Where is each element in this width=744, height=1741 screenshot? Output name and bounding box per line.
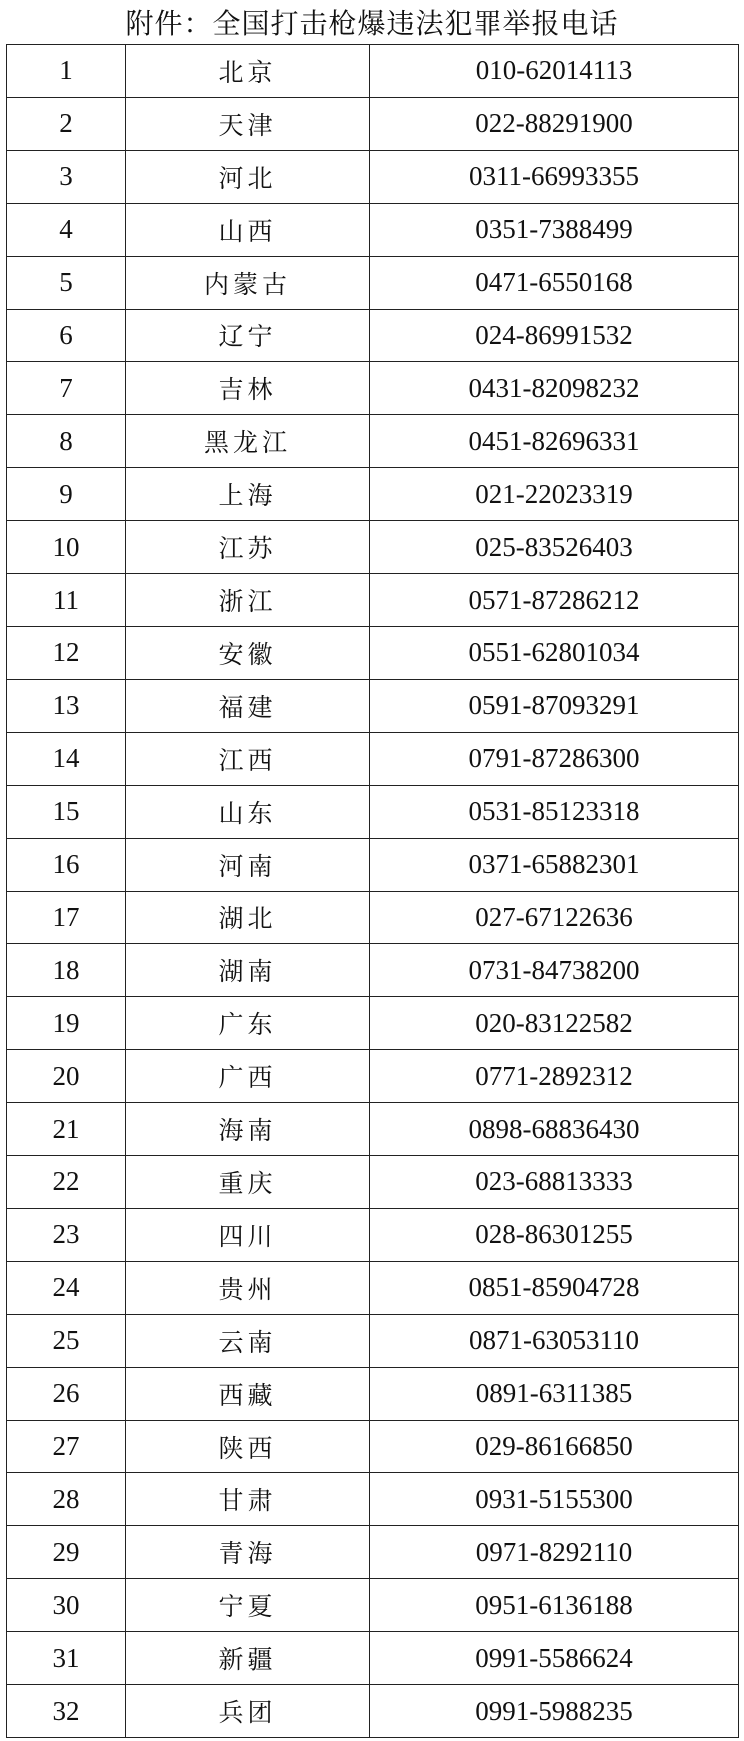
table-row: [7, 626, 739, 679]
table-row: [7, 891, 739, 944]
table-row: [7, 944, 739, 997]
row-number: 14: [7, 732, 126, 785]
row-number: 21: [7, 1103, 126, 1156]
region-name: 北京: [126, 45, 370, 98]
table-row: [7, 1208, 739, 1261]
row-number: 32: [7, 1685, 126, 1738]
phone-number: 0531-85123318: [370, 785, 739, 838]
phone-number: 020-83122582: [370, 997, 739, 1050]
row-number: 23: [7, 1208, 126, 1261]
phone-number: 0991-5988235: [370, 1685, 739, 1738]
phone-number: 0971-8292110: [370, 1526, 739, 1579]
region-name: 宁夏: [126, 1579, 370, 1632]
region-name: 上海: [126, 468, 370, 521]
region-name: 广西: [126, 1050, 370, 1103]
region-name: 云南: [126, 1314, 370, 1367]
table-row: [7, 838, 739, 891]
row-number: 10: [7, 521, 126, 574]
row-number: 11: [7, 574, 126, 627]
phone-number: 022-88291900: [370, 97, 739, 150]
region-name: 内蒙古: [126, 256, 370, 309]
phone-number: 0591-87093291: [370, 679, 739, 732]
region-name: 辽宁: [126, 309, 370, 362]
phone-number: 0791-87286300: [370, 732, 739, 785]
row-number: 2: [7, 97, 126, 150]
region-name: 河南: [126, 838, 370, 891]
row-number: 29: [7, 1526, 126, 1579]
region-name: 天津: [126, 97, 370, 150]
table-row: [7, 1685, 739, 1738]
phone-number: 0991-5586624: [370, 1632, 739, 1685]
phone-number: 0431-82098232: [370, 362, 739, 415]
region-name: 河北: [126, 150, 370, 203]
table-row: [7, 1314, 739, 1367]
region-name: 安徽: [126, 626, 370, 679]
region-name: 湖北: [126, 891, 370, 944]
row-number: 25: [7, 1314, 126, 1367]
row-number: 22: [7, 1156, 126, 1209]
row-number: 9: [7, 468, 126, 521]
region-name: 四川: [126, 1208, 370, 1261]
region-name: 贵州: [126, 1261, 370, 1314]
row-number: 17: [7, 891, 126, 944]
row-number: 31: [7, 1632, 126, 1685]
row-number: 26: [7, 1367, 126, 1420]
phone-number: 010-62014113: [370, 45, 739, 98]
phone-number: 0851-85904728: [370, 1261, 739, 1314]
row-number: 1: [7, 45, 126, 98]
phone-number: 028-86301255: [370, 1208, 739, 1261]
page-title: 附件：全国打击枪爆违法犯罪举报电话: [125, 7, 619, 40]
table-row: [7, 1050, 739, 1103]
table-row: [7, 1261, 739, 1314]
table-row: [7, 1526, 739, 1579]
table-row: [7, 362, 739, 415]
row-number: 6: [7, 309, 126, 362]
phone-number: 021-22023319: [370, 468, 739, 521]
region-name: 西藏: [126, 1367, 370, 1420]
phone-number: 0571-87286212: [370, 574, 739, 627]
row-number: 27: [7, 1420, 126, 1473]
row-number: 12: [7, 626, 126, 679]
region-name: 山东: [126, 785, 370, 838]
table-row: [7, 415, 739, 468]
phone-number: 0891-6311385: [370, 1367, 739, 1420]
phone-number: 0471-6550168: [370, 256, 739, 309]
table-row: [7, 97, 739, 150]
phone-number: 0351-7388499: [370, 203, 739, 256]
table-row: [7, 1473, 739, 1526]
region-name: 江西: [126, 732, 370, 785]
region-name: 重庆: [126, 1156, 370, 1209]
row-number: 5: [7, 256, 126, 309]
hotline-table: [6, 44, 739, 1738]
region-name: 黑龙江: [126, 415, 370, 468]
row-number: 20: [7, 1050, 126, 1103]
phone-number: 029-86166850: [370, 1420, 739, 1473]
phone-number: 027-67122636: [370, 891, 739, 944]
region-name: 吉林: [126, 362, 370, 415]
phone-number: 0898-68836430: [370, 1103, 739, 1156]
table-row: [7, 679, 739, 732]
table-row: [7, 1367, 739, 1420]
region-name: 青海: [126, 1526, 370, 1579]
row-number: 24: [7, 1261, 126, 1314]
table-row: [7, 45, 739, 98]
phone-number: 0451-82696331: [370, 415, 739, 468]
region-name: 福建: [126, 679, 370, 732]
row-number: 15: [7, 785, 126, 838]
phone-number: 025-83526403: [370, 521, 739, 574]
table-row: [7, 468, 739, 521]
phone-number: 023-68813333: [370, 1156, 739, 1209]
table-row: [7, 309, 739, 362]
table-row: [7, 256, 739, 309]
phone-number: 0311-66993355: [370, 150, 739, 203]
row-number: 28: [7, 1473, 126, 1526]
row-number: 3: [7, 150, 126, 203]
table-row: [7, 521, 739, 574]
region-name: 陕西: [126, 1420, 370, 1473]
table-row: [7, 203, 739, 256]
region-name: 广东: [126, 997, 370, 1050]
phone-number: 0371-65882301: [370, 838, 739, 891]
phone-number: 0731-84738200: [370, 944, 739, 997]
phone-number: 0551-62801034: [370, 626, 739, 679]
phone-number: 0931-5155300: [370, 1473, 739, 1526]
row-number: 18: [7, 944, 126, 997]
region-name: 海南: [126, 1103, 370, 1156]
region-name: 山西: [126, 203, 370, 256]
table-row: [7, 785, 739, 838]
table-row: [7, 574, 739, 627]
table-row: [7, 150, 739, 203]
region-name: 兵团: [126, 1685, 370, 1738]
row-number: 19: [7, 997, 126, 1050]
hotline-table-body: [7, 45, 739, 1738]
region-name: 新疆: [126, 1632, 370, 1685]
table-row: [7, 1156, 739, 1209]
row-number: 8: [7, 415, 126, 468]
region-name: 甘肃: [126, 1473, 370, 1526]
table-row: [7, 1579, 739, 1632]
phone-number: 0771-2892312: [370, 1050, 739, 1103]
row-number: 7: [7, 362, 126, 415]
row-number: 16: [7, 838, 126, 891]
row-number: 13: [7, 679, 126, 732]
table-row: [7, 1632, 739, 1685]
region-name: 江苏: [126, 521, 370, 574]
phone-number: 0871-63053110: [370, 1314, 739, 1367]
table-row: [7, 732, 739, 785]
row-number: 4: [7, 203, 126, 256]
table-row: [7, 997, 739, 1050]
phone-number: 024-86991532: [370, 309, 739, 362]
table-row: [7, 1103, 739, 1156]
region-name: 湖南: [126, 944, 370, 997]
table-row: [7, 1420, 739, 1473]
region-name: 浙江: [126, 574, 370, 627]
phone-number: 0951-6136188: [370, 1579, 739, 1632]
row-number: 30: [7, 1579, 126, 1632]
